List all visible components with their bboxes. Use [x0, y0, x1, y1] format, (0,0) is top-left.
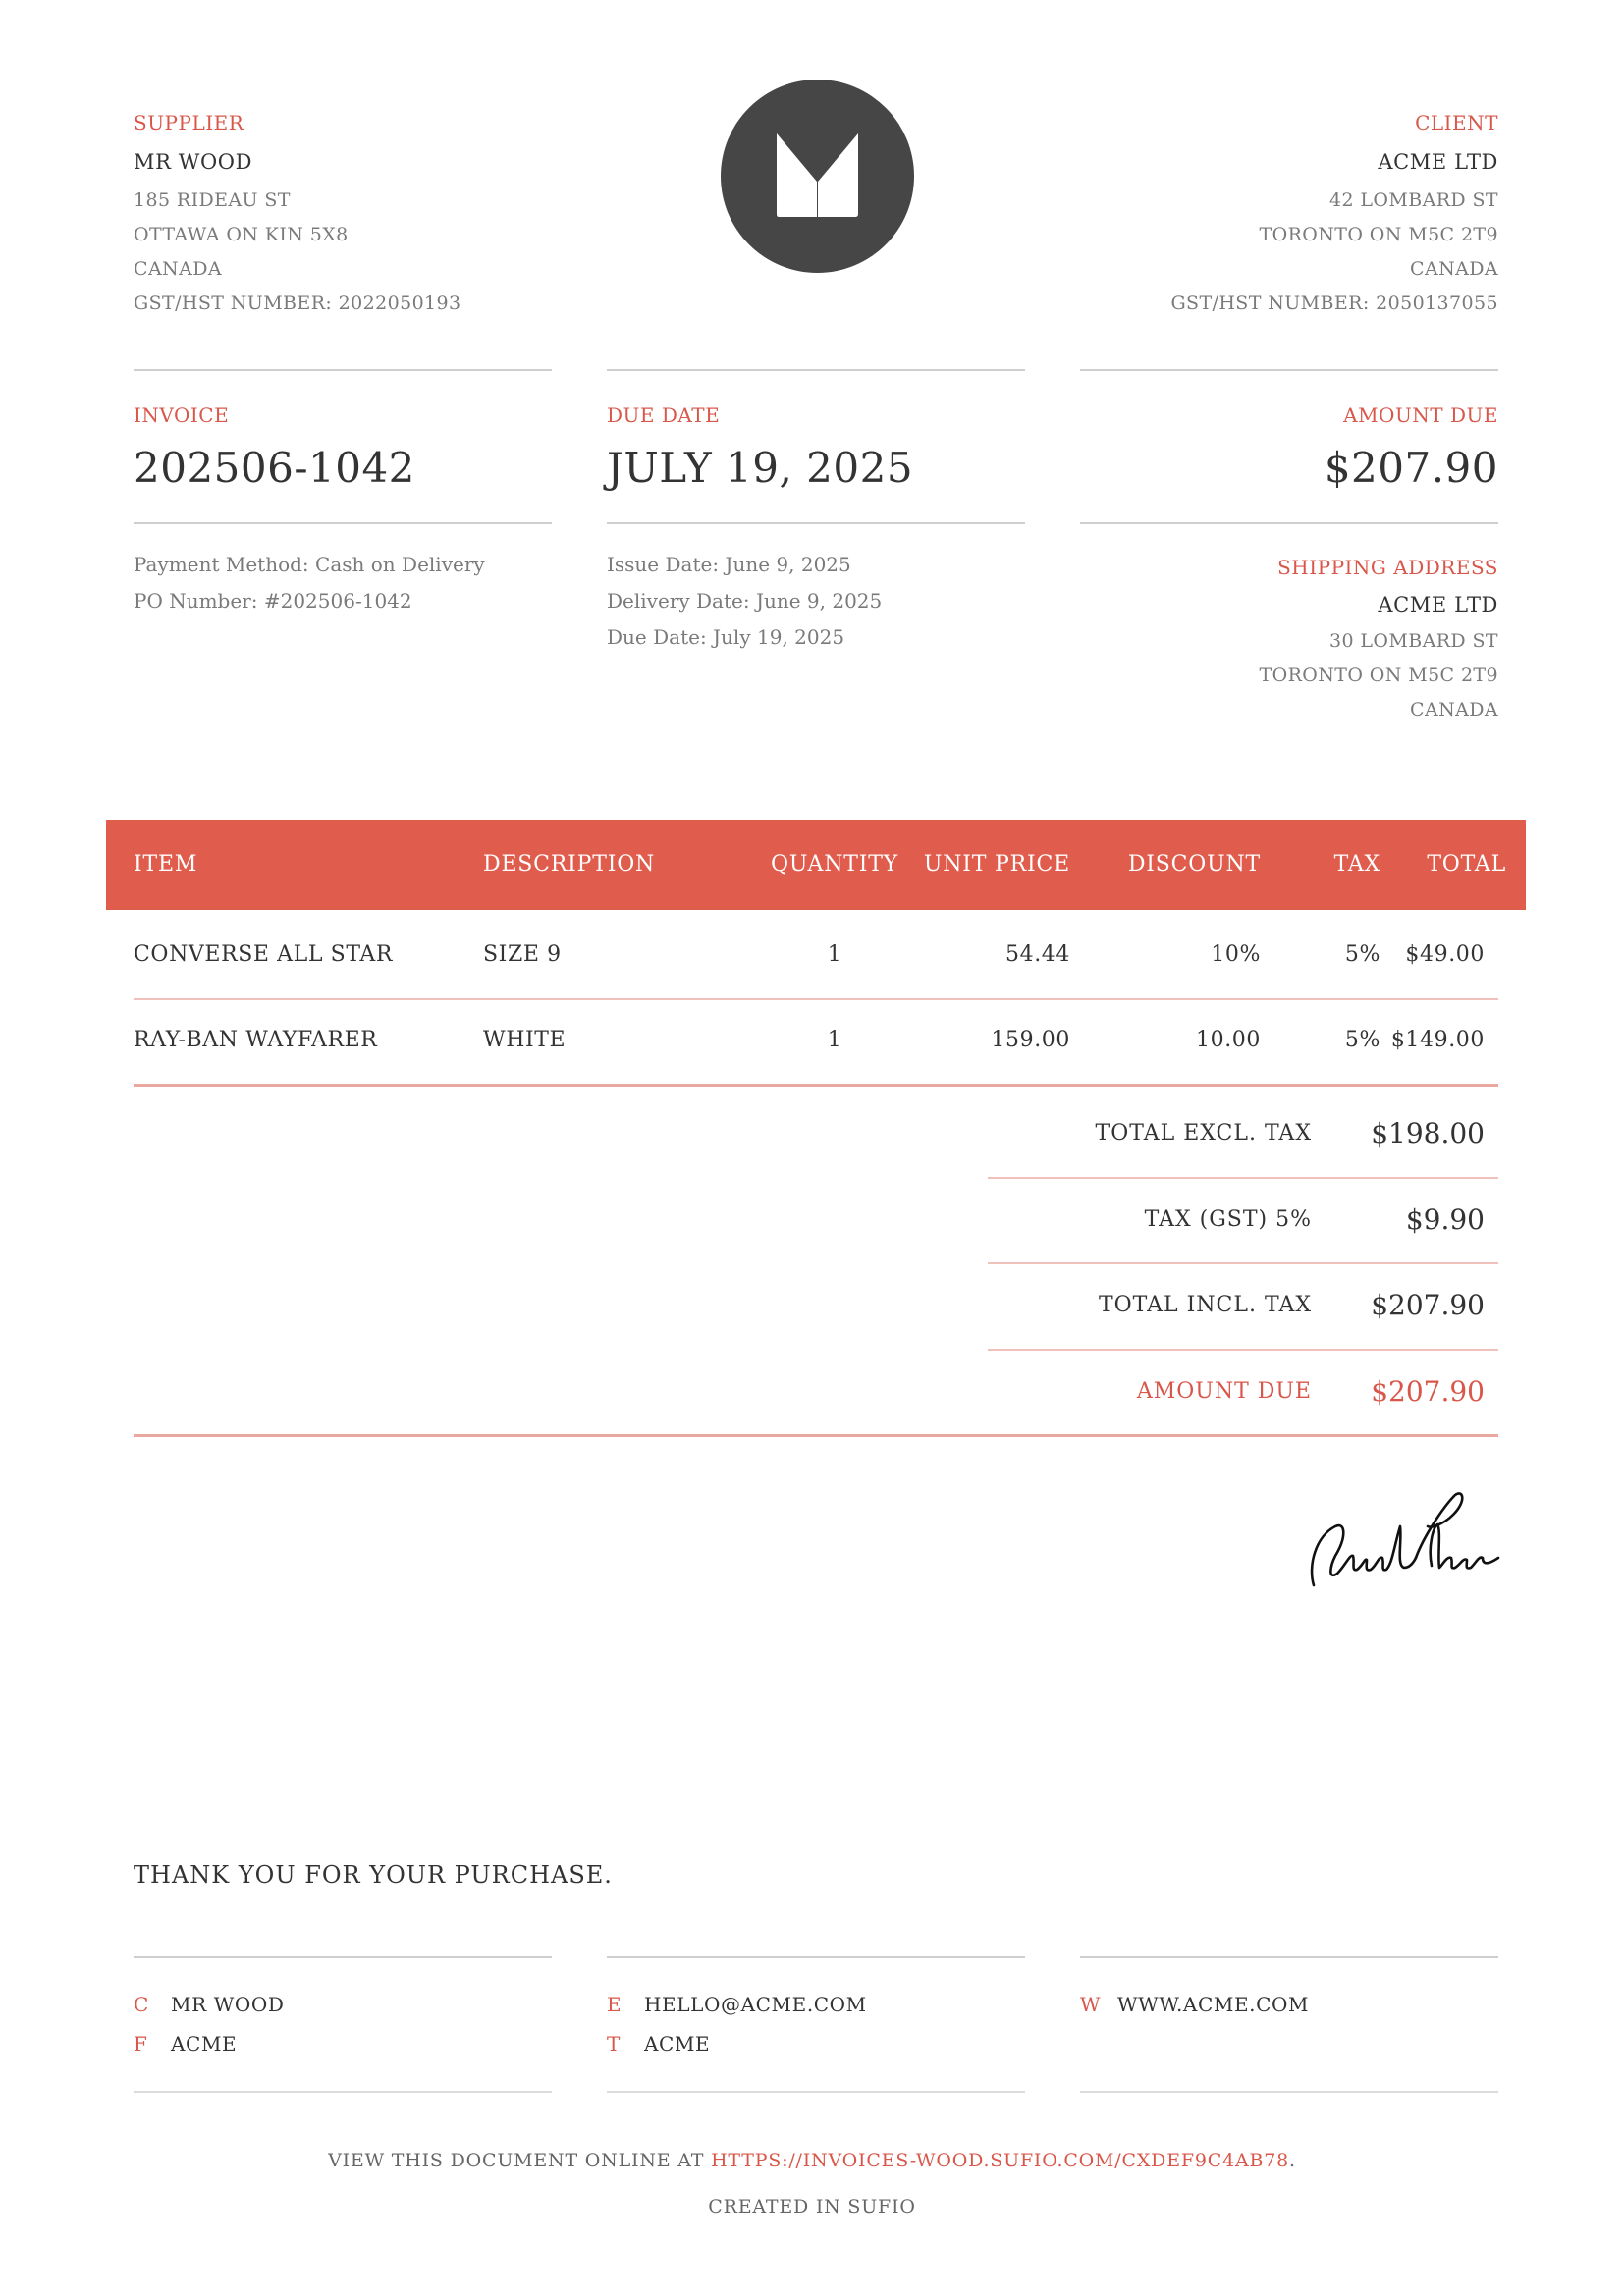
- total-incl-tax-label: TOTAL INCL. TAX: [1098, 1293, 1312, 1317]
- shipping-address-line1: 30 LOMBARD ST: [1328, 630, 1498, 653]
- tax-row: [988, 1177, 1498, 1263]
- client-label: CLIENT: [1415, 111, 1498, 134]
- total-incl-tax-row: [988, 1262, 1498, 1349]
- total-excl-tax-value: $198.00: [1371, 1117, 1485, 1149]
- contact-email[interactable]: HELLO@ACME.COM: [644, 1993, 867, 2016]
- row-description: SIZE 9: [483, 942, 562, 967]
- due-date-detail: Due Date: July 19, 2025: [607, 625, 845, 649]
- row-discount: 10%: [1211, 942, 1261, 967]
- row-description: WHITE: [483, 1028, 567, 1052]
- header-quantity: QUANTITY: [771, 852, 898, 877]
- contact-key: T: [607, 2032, 621, 2056]
- row-quantity: 1: [827, 1028, 842, 1052]
- due-date-value: JULY 19, 2025: [607, 444, 914, 492]
- contact-key: E: [607, 1993, 623, 2016]
- amount-due-total-value: $207.90: [1371, 1375, 1485, 1408]
- row-tax: 5%: [1344, 1028, 1380, 1052]
- logo-mark: [721, 80, 914, 273]
- supplier-tax-number: GST/HST NUMBER: 2022050193: [134, 293, 461, 315]
- divider: [134, 369, 552, 371]
- total-incl-tax-value: $207.90: [1371, 1289, 1485, 1321]
- client-address-line1: 42 LOMBARD ST: [1328, 189, 1498, 212]
- divider: [134, 522, 552, 524]
- supplier-address-line1: 185 RIDEAU ST: [134, 189, 291, 212]
- shipping-name: ACME LTD: [1378, 593, 1498, 616]
- row-item: CONVERSE ALL STAR: [134, 942, 394, 967]
- items-table-header: [106, 820, 1526, 910]
- row-item: RAY-BAN WAYFARER: [134, 1028, 378, 1052]
- client-tax-number: GST/HST NUMBER: 2050137055: [1170, 293, 1498, 315]
- divider: [607, 369, 1025, 371]
- row-total: $149.00: [1390, 1028, 1485, 1052]
- supplier-name: MR WOOD: [134, 150, 253, 174]
- row-total: $49.00: [1405, 942, 1485, 967]
- divider: [134, 1956, 552, 1958]
- created-in-notice: CREATED IN SUFIO: [708, 2196, 916, 2217]
- table-row: [0, 912, 1624, 997]
- divider: [134, 2091, 552, 2093]
- view-online-suffix: .: [1289, 2150, 1296, 2171]
- total-excl-tax-row: [988, 1091, 1498, 1177]
- tax-value: $9.90: [1405, 1203, 1485, 1236]
- row-discount: 10.00: [1196, 1028, 1261, 1052]
- divider: [607, 522, 1025, 524]
- amount-due-block: [1080, 402, 1498, 493]
- amount-due-total-label: AMOUNT DUE: [1136, 1379, 1312, 1404]
- divider: [1080, 2091, 1498, 2093]
- delivery-date: Delivery Date: June 9, 2025: [607, 589, 883, 613]
- view-online-prefix: VIEW THIS DOCUMENT ONLINE AT: [328, 2150, 712, 2171]
- shipping-address-line2: TORONTO ON M5C 2T9: [1259, 665, 1498, 687]
- header-total: TOTAL: [1427, 852, 1506, 877]
- contact-line: [1080, 1985, 1498, 2024]
- payment-info: [134, 547, 552, 619]
- client-address-line2: TORONTO ON M5C 2T9: [1259, 224, 1498, 246]
- client-block: [1076, 110, 1498, 321]
- row-quantity: 1: [827, 942, 842, 967]
- header-tax: TAX: [1333, 852, 1380, 877]
- table-bottom-rule: [134, 1084, 1498, 1087]
- amount-due-label: AMOUNT DUE: [1343, 403, 1498, 427]
- row-unit-price: 54.44: [1005, 942, 1070, 967]
- contact-line: [607, 1985, 1025, 2024]
- thank-you-message: THANK YOU FOR YOUR PURCHASE.: [134, 1861, 613, 1889]
- contact-key: C: [134, 1993, 149, 2016]
- header-unit-price: UNIT PRICE: [923, 852, 1070, 877]
- supplier-block: [134, 110, 546, 321]
- total-excl-tax-label: TOTAL EXCL. TAX: [1095, 1121, 1312, 1146]
- invoice-number-block: [134, 402, 552, 493]
- header-item: ITEM: [134, 852, 198, 877]
- contact-company-name: MR WOOD: [171, 1993, 285, 2016]
- contact-email-phone: [607, 1985, 1025, 2063]
- divider: [1080, 1956, 1498, 1958]
- signature-image: [1306, 1487, 1502, 1605]
- issue-date: Issue Date: June 9, 2025: [607, 553, 851, 576]
- shipping-address-block: [1076, 555, 1498, 727]
- due-date-block: [607, 402, 1025, 493]
- contact-key: F: [134, 2032, 148, 2056]
- contact-web: [1080, 1985, 1498, 2024]
- amount-due-value: $207.90: [1324, 444, 1498, 492]
- client-country: CANADA: [1410, 258, 1498, 281]
- totals-bottom-rule: [134, 1434, 1498, 1437]
- supplier-label: SUPPLIER: [134, 111, 244, 134]
- view-online-notice: [0, 2150, 1624, 2171]
- supplier-country: CANADA: [134, 258, 222, 281]
- invoice-label: INVOICE: [134, 403, 230, 427]
- header-discount: DISCOUNT: [1127, 852, 1261, 877]
- supplier-address-line2: OTTAWA ON KIN 5X8: [134, 224, 349, 246]
- date-info: [607, 547, 1025, 656]
- divider: [607, 2091, 1025, 2093]
- divider: [1080, 369, 1498, 371]
- shipping-label: SHIPPING ADDRESS: [1277, 556, 1498, 579]
- tax-label: TAX (GST) 5%: [1144, 1207, 1312, 1232]
- contact-fax: ACME: [171, 2032, 238, 2056]
- payment-method: Payment Method: Cash on Delivery: [134, 553, 485, 576]
- contact-key: W: [1080, 1993, 1102, 2016]
- table-row: [0, 997, 1624, 1083]
- contact-line: [607, 2024, 1025, 2063]
- shipping-country: CANADA: [1410, 699, 1498, 721]
- amount-due-row: [988, 1349, 1498, 1435]
- divider: [607, 1956, 1025, 1958]
- po-number: PO Number: #202506-1042: [134, 589, 412, 613]
- contact-line: [134, 2024, 552, 2063]
- header-description: DESCRIPTION: [483, 852, 656, 877]
- due-date-label: DUE DATE: [607, 403, 721, 427]
- contact-line: [134, 1985, 552, 2024]
- contact-website[interactable]: WWW.ACME.COM: [1117, 1993, 1310, 2016]
- row-tax: 5%: [1344, 942, 1380, 967]
- invoice-number: 202506-1042: [134, 444, 415, 492]
- client-name: ACME LTD: [1378, 150, 1498, 174]
- m-letter-icon: [721, 80, 914, 273]
- document-online-link[interactable]: HTTPS://INVOICES-WOOD.SUFIO.COM/CXDEF9C4AB78: [711, 2150, 1290, 2171]
- contact-company: [134, 1985, 552, 2063]
- divider: [1080, 522, 1498, 524]
- contact-telephone: ACME: [644, 2032, 711, 2056]
- row-unit-price: 159.00: [991, 1028, 1070, 1052]
